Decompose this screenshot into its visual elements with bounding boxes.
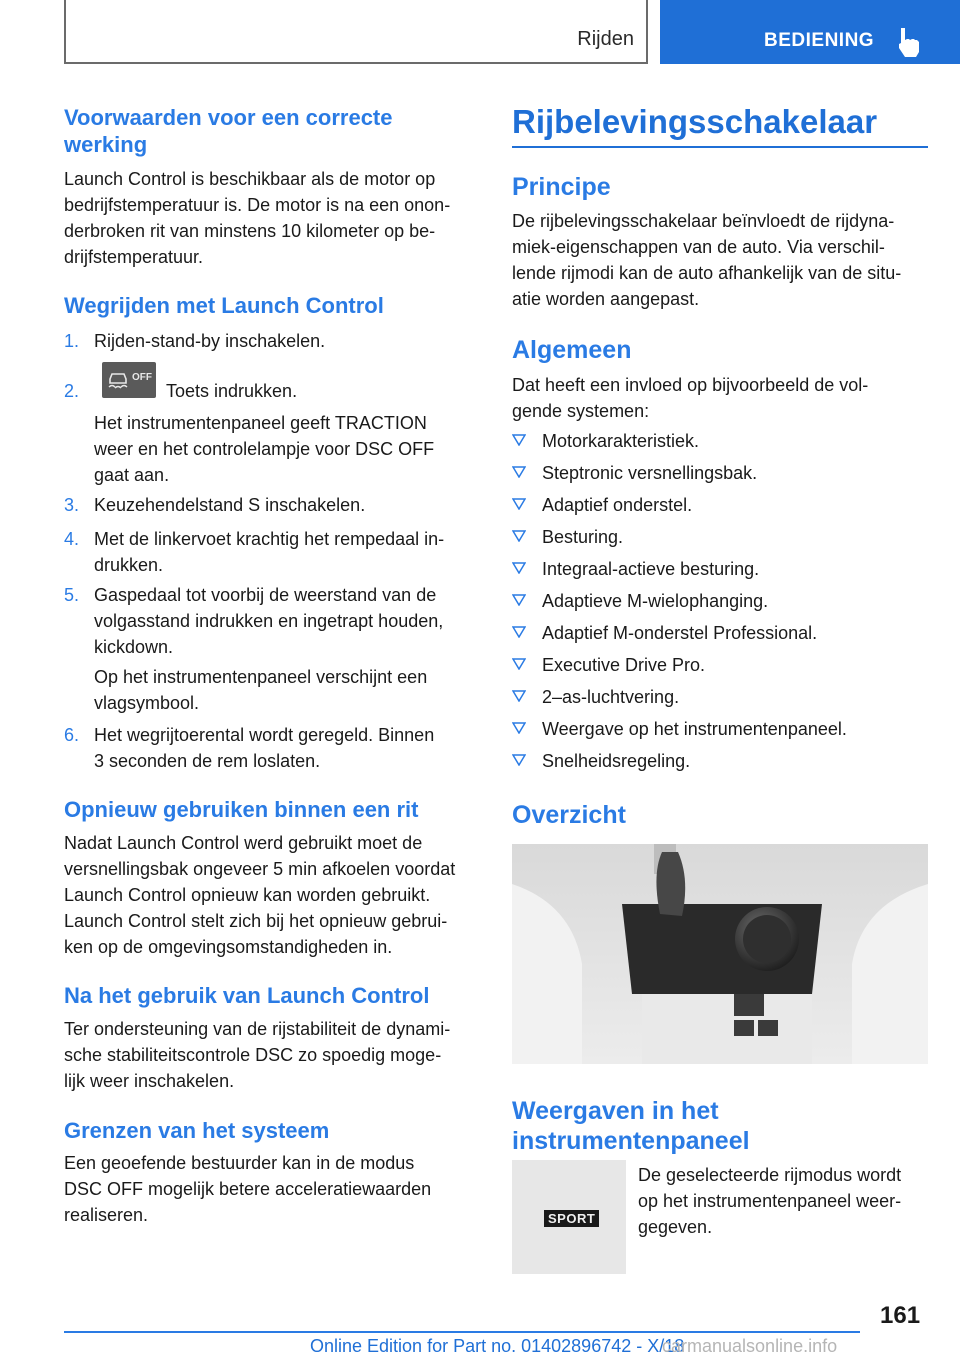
instrument-display-image: [512, 1160, 626, 1274]
list-item-text: Integraal-actieve besturing.: [542, 559, 760, 579]
title-line: werking: [64, 132, 148, 157]
list-item-text: Adaptieve M-wielophanging.: [542, 591, 769, 611]
section-title-wegrijden: Wegrijden met Launch Control: [64, 293, 384, 318]
step-number: 6.: [64, 725, 80, 745]
list-item-text: Snelheidsregeling.: [542, 751, 691, 771]
paragraph-weergaven: [638, 1162, 901, 1240]
bullet-triangle-icon: [512, 530, 526, 542]
list-item-text: Adaptief M-onderstel Professional.: [542, 623, 818, 643]
step-number: 3.: [64, 495, 80, 515]
step-text: [94, 722, 480, 774]
text-line: De geselecteerde rijmodus wordt: [638, 1165, 902, 1185]
section-title-overzicht: Overzicht: [512, 801, 626, 829]
text-line: Launch Control is beschikbaar als de motor op: [64, 169, 436, 189]
center-console-illustration: [512, 844, 928, 1064]
step-text: Keuzehendelstand S inschakelen.: [94, 495, 366, 515]
text-line: Dat heeft een invloed op bijvoorbeeld de vol-: [512, 375, 869, 395]
text-line: sche stabiliteitscontrole DSC zo spoedig moge-: [64, 1045, 442, 1065]
skid-car-icon: [106, 368, 130, 392]
step-number: 4.: [64, 529, 80, 549]
text-line: Launch Control opnieuw kan worden gebruikt.: [64, 885, 431, 905]
pointing-hand-icon: [896, 26, 922, 58]
text-line: miek-eigenschappen van de auto. Via verschil-: [512, 237, 885, 257]
section-title-na-gebruik: Na het gebruik van Launch Control: [64, 983, 430, 1008]
title-line: Weergaven in het: [512, 1097, 719, 1125]
text-line: Op het instrumentenpaneel verschijnt een: [94, 667, 428, 687]
bullet-triangle-icon: [512, 722, 526, 734]
text-line: realiseren.: [64, 1205, 149, 1225]
paragraph-grenzen: [64, 1150, 431, 1228]
step-number: 5.: [64, 585, 80, 605]
footer-rule: [64, 1331, 860, 1333]
bullet-triangle-icon: [512, 658, 526, 670]
text-line: Gaspedaal tot voorbij de weerstand van de: [94, 585, 437, 605]
list-item-text: Adaptief onderstel.: [542, 495, 693, 515]
bullet-triangle-icon: [512, 626, 526, 638]
paragraph-principe: [512, 208, 901, 312]
main-title: Rijbelevingsschakelaar: [512, 103, 878, 140]
text-line: lijk weer inschakelen.: [64, 1071, 235, 1091]
center-console-photo: [512, 844, 928, 1064]
section-title-voorwaarden: [64, 104, 393, 158]
page-number: 161: [880, 1302, 921, 1329]
list-item-text: Besturing.: [542, 527, 624, 547]
text-line: gegeven.: [638, 1217, 713, 1237]
text-line: Met de linkervoet krachtig het rempedaal in-: [94, 529, 445, 549]
text-line: atie worden aangepast.: [512, 289, 700, 309]
text-line: vlagsymbool.: [94, 693, 200, 713]
title-line: instrumentenpaneel: [512, 1127, 750, 1155]
text-line: 3 seconden de rem loslaten.: [94, 751, 321, 771]
text-line: Ter ondersteuning van de rijstabiliteit de dynami-: [64, 1019, 451, 1039]
text-line: De rijbelevingsschakelaar beïnvloedt de rijdyna-: [512, 211, 895, 231]
section-title-grenzen: Grenzen van het systeem: [64, 1118, 330, 1143]
text-line: DSC OFF mogelijk betere acceleratiewaarden: [64, 1179, 432, 1199]
text-line: Een geoefende bestuurder kan in de modus: [64, 1153, 415, 1173]
bullet-triangle-icon: [512, 690, 526, 702]
step-text: [94, 582, 480, 660]
bullet-triangle-icon: [512, 498, 526, 510]
paragraph-algemeen: [512, 372, 868, 424]
list-item-text: 2–as-luchtvering.: [542, 687, 680, 707]
text-line: versnellingsbak ongeveer 5 min afkoelen voordat: [64, 859, 456, 879]
paragraph-voorwaarden: [64, 166, 450, 270]
text-line: drijfstemperatuur.: [64, 247, 204, 267]
step-number: 1.: [64, 331, 80, 351]
text-line: weer en het controlelampje voor DSC OFF: [94, 439, 435, 459]
step-text: Toets indrukken.: [166, 381, 298, 401]
step-note: [94, 410, 434, 488]
text-line: Het wegrijtoerental wordt geregeld. Binnen: [94, 725, 435, 745]
title-underline: [512, 146, 928, 148]
section-title-algemeen: Algemeen: [512, 336, 632, 364]
bullet-triangle-icon: [512, 434, 526, 446]
section-title-opnieuw: Opnieuw gebruiken binnen een rit: [64, 797, 419, 822]
paragraph-opnieuw: [64, 830, 455, 960]
sport-mode-badge: SPORT: [544, 1210, 599, 1227]
bullet-triangle-icon: [512, 562, 526, 574]
text-line: lende rijmodi kan de auto afhankelijk van de situ-: [512, 263, 902, 283]
text-line: op het instrumentenpaneel weer-: [638, 1191, 902, 1211]
text-line: volgasstand indrukken en ingetrapt houden,: [94, 611, 444, 631]
step-note: [94, 664, 427, 716]
bullet-triangle-icon: [512, 594, 526, 606]
section-title-weergaven: [512, 1096, 750, 1156]
text-line: Het instrumentenpaneel geeft TRACTION: [94, 413, 427, 433]
footer-watermark: carmanualsonline.info: [662, 1336, 838, 1356]
list-item-text: Steptronic versnellingsbak.: [542, 463, 758, 483]
text-line: Nadat Launch Control werd gebruikt moet de: [64, 833, 423, 853]
list-item-text: Weergave op het instrumentenpaneel.: [542, 719, 847, 739]
section-title-principe: Principe: [512, 173, 611, 201]
header-chapter-label: BEDIENING: [764, 30, 875, 51]
text-line: derbroken rit van minstens 10 kilometer op be-: [64, 221, 436, 241]
text-line: gaat aan.: [94, 465, 170, 485]
dsc-off-label: OFF: [132, 372, 152, 383]
bullet-triangle-icon: [512, 754, 526, 766]
step-number: 2.: [64, 381, 80, 401]
list-item-text: Executive Drive Pro.: [542, 655, 706, 675]
header-chapter-box: [660, 0, 960, 64]
dsc-off-button-image: [102, 362, 156, 398]
text-line: kickdown.: [94, 637, 174, 657]
list-item-text: Motorkarakteristiek.: [542, 431, 700, 451]
title-line: Voorwaarden voor een correcte: [64, 105, 393, 130]
step-text: Rijden-stand-by inschakelen.: [94, 331, 326, 351]
text-line: gende systemen:: [512, 401, 650, 421]
text-line: bedrijfstemperatuur is. De motor is na een onon-: [64, 195, 451, 215]
text-line: drukken.: [94, 555, 164, 575]
header-section-label: Rijden: [577, 28, 634, 50]
bullet-triangle-icon: [512, 466, 526, 478]
text-line: ken op de omgevingsomstandigheden in.: [64, 937, 393, 957]
text-line: Launch Control stelt zich bij het opnieuw gebrui-: [64, 911, 448, 931]
footer-edition: Online Edition for Part no. 01402896742 - X/18: [310, 1336, 685, 1356]
step-text: [94, 526, 480, 578]
header-section-box: [64, 0, 648, 64]
paragraph-na-gebruik: [64, 1016, 450, 1094]
